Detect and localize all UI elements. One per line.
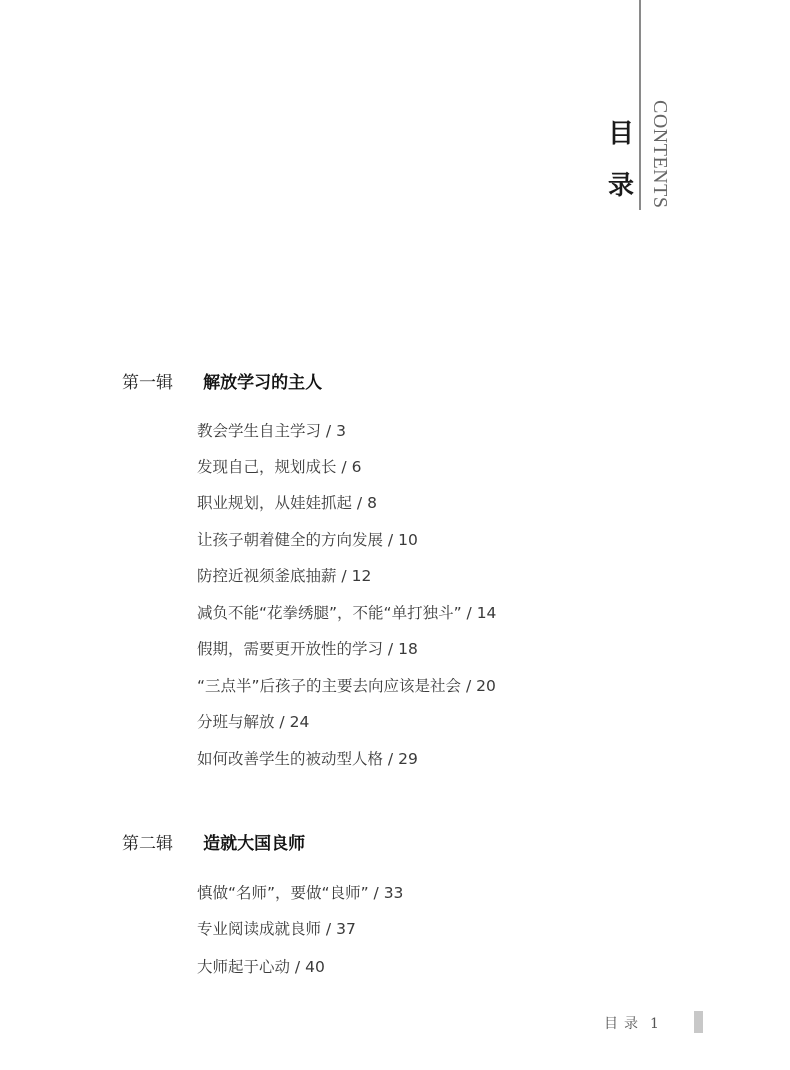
toc-title-char-2: 录	[607, 171, 634, 201]
toc-entry[interactable]: 教会学生自主学习 / 3	[197, 422, 346, 440]
section-title: 解放学习的主人	[203, 373, 323, 393]
footer-tab-marker	[694, 1011, 703, 1033]
toc-entry[interactable]: 大师起于心动 / 40	[197, 958, 325, 976]
section-1-header	[122, 368, 322, 398]
page-number: 1	[650, 1016, 659, 1032]
toc-entry[interactable]: 防控近视须釜底抽薪 / 12	[197, 567, 372, 585]
section-2-header	[122, 829, 305, 859]
toc-entry[interactable]: 假期，需要更开放性的学习 / 18	[197, 640, 418, 658]
header-divider-line	[639, 0, 641, 210]
toc-entry[interactable]: 职业规划，从娃娃抓起 / 8	[197, 494, 377, 512]
toc-title-english: CONTENTS	[649, 100, 671, 209]
section-number: 第一辑	[122, 373, 173, 393]
footer-label: 目录	[604, 1016, 644, 1032]
toc-entry[interactable]: 发现自己，规划成长 / 6	[197, 458, 362, 476]
toc-entry[interactable]: 如何改善学生的被动型人格 / 29	[197, 750, 418, 768]
section-title: 造就大国良师	[203, 834, 306, 854]
toc-entry[interactable]: 让孩子朝着健全的方向发展 / 10	[197, 531, 418, 549]
toc-entry[interactable]: 慎做“名师”，要做“良师” / 33	[197, 884, 404, 902]
page-footer	[604, 1012, 659, 1036]
toc-title	[606, 108, 636, 212]
toc-entry[interactable]: 减负不能“花拳绣腿”，不能“单打独斗” / 14	[197, 604, 497, 622]
toc-entry[interactable]: 专业阅读成就良师 / 37	[197, 920, 356, 938]
toc-entry[interactable]: 分班与解放 / 24	[197, 713, 310, 731]
toc-title-char-1: 目	[607, 119, 634, 149]
toc-entry[interactable]: “三点半”后孩子的主要去向应该是社会 / 20	[197, 677, 496, 695]
section-number: 第二辑	[122, 834, 173, 854]
